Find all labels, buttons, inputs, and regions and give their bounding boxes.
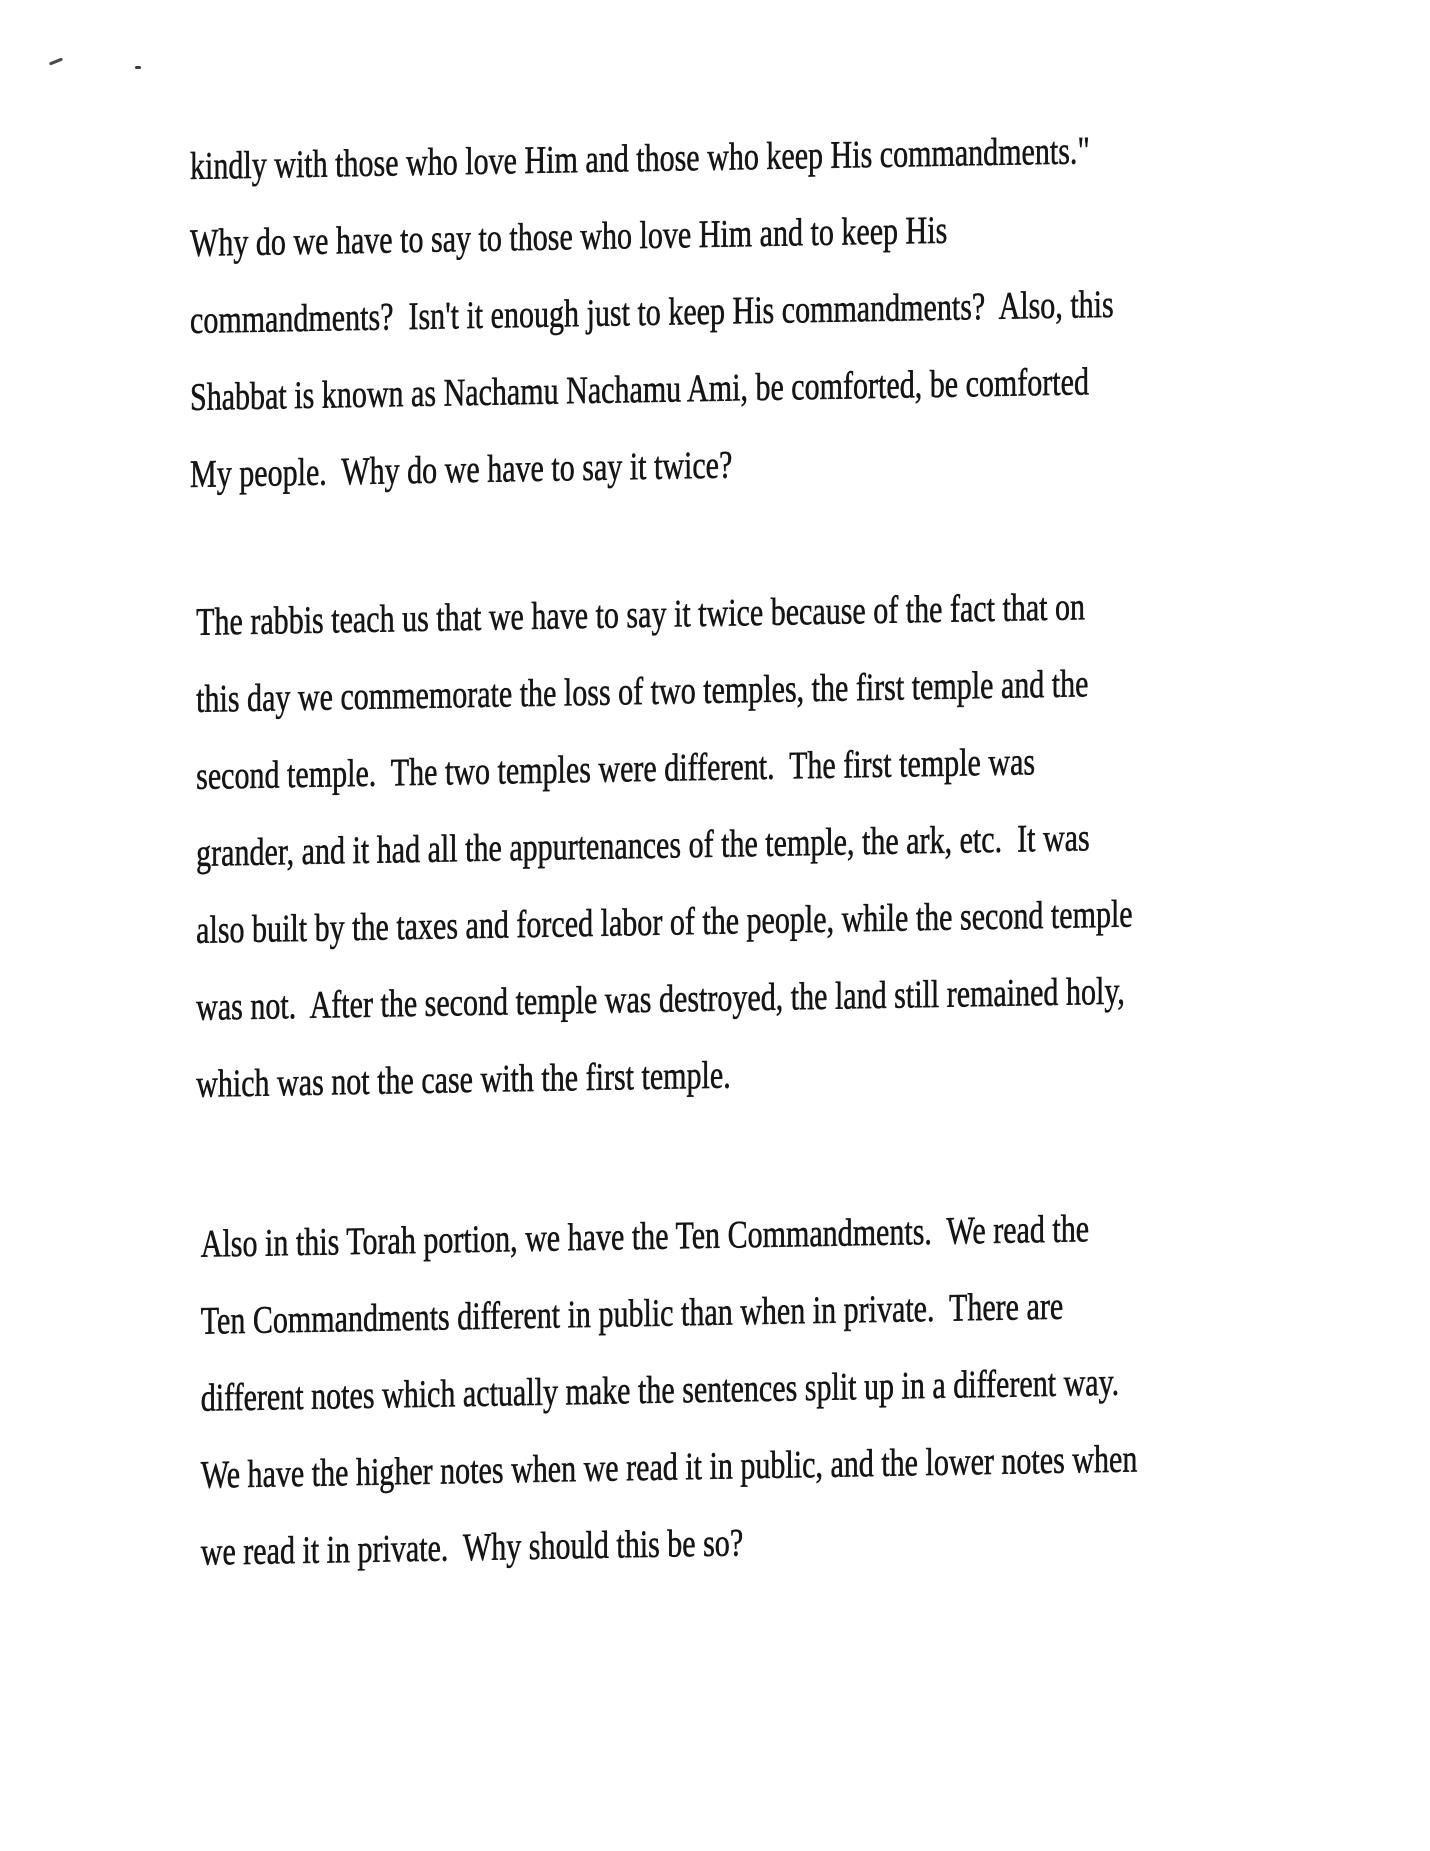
- text-line: Why do we have to say to those who love Him and to keep His: [190, 208, 948, 265]
- text-line: we read it in private. Why should this be so?: [200, 1521, 744, 1574]
- paragraph-1: [190, 112, 1114, 513]
- text-line: My people. Why do we have to say it twice?: [190, 443, 733, 496]
- text-line: Shabbat is known as Nachamu Nachamu Ami, be comforted, be comforted: [190, 360, 1089, 419]
- text-line: Also in this Torah portion, we have the Ten Commandments. We read the: [200, 1207, 1090, 1266]
- text-line: also built by the taxes and forced labor of the people, while the second temple: [196, 892, 1133, 952]
- text-line: grander, and it had all the appurtenances of the temple, the ark, etc. It was: [196, 816, 1090, 875]
- text-line: which was not the case with the first temple.: [196, 1053, 731, 1106]
- text-line: kindly with those who love Him and those who keep His commandments.": [190, 129, 1090, 188]
- text-line: We have the higher notes when we read it in public, and the lower notes when: [200, 1437, 1138, 1497]
- document-text: [44, 0, 1145, 1851]
- text-line: this day we commemorate the loss of two temples, the first temple and the: [196, 662, 1089, 721]
- text-line: commandments? Isn't it enough just to keep His commandments? Also, this: [190, 282, 1114, 342]
- paragraph-3: [201, 1189, 1138, 1590]
- text-line: second temple. The two temples were different. The first temple was: [196, 740, 1036, 798]
- paragraph-2: [196, 568, 1132, 1123]
- text-line: was not. After the second temple was destroyed, the land still remained holy,: [196, 969, 1125, 1029]
- text-line: different notes which actually make the sentences split up in a different way.: [200, 1360, 1120, 1420]
- text-line: Ten Commandments different in public than when in private. There are: [200, 1284, 1064, 1343]
- text-line: The rabbis teach us that we have to say it twice because of the fact that on: [196, 585, 1086, 644]
